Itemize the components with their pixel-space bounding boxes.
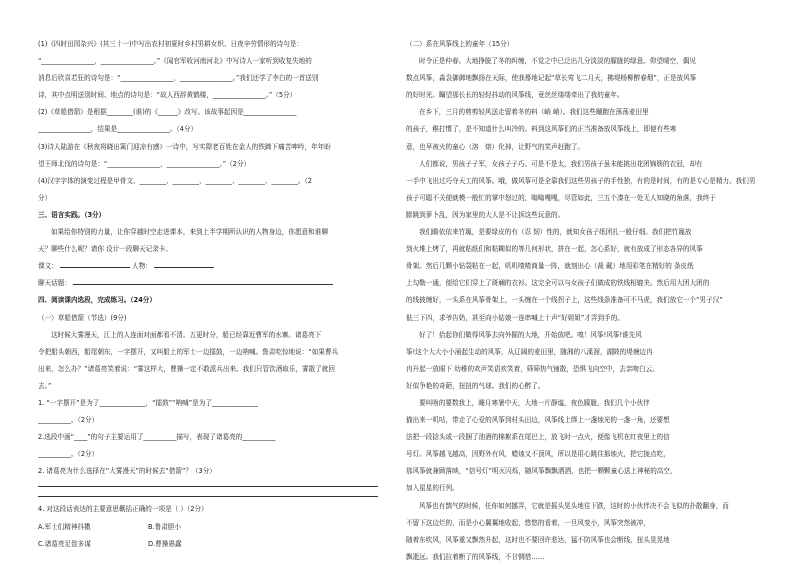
passage-line: 那风筝就兼顾落映，“信号灯”明灭闪烁，随风筝飘飘洒洒，也把一颗颗童心送上神秘的高空， — [406, 467, 677, 476]
chat-card-row — [38, 258, 378, 275]
question-3: 2. 诸葛亮为什么选择在“大雾漫天”的时候去“借箭”？（3分） — [38, 467, 216, 476]
q-line: “________________，________________。”《闻官军收河南河北》中写诗人一家听到收复失地的 — [38, 57, 312, 66]
passage-line: 号灯。风筝越飞越高，因野外有风，蜡烛又不顶风，所以是用心跳住那烛火，把它拢点吃， — [406, 450, 670, 459]
passage-line: 风筝也有鹊气的时候，任你如何挪弄，它就是摇头晃头地往下跌，这时的小伙伴决不会飞似的扑散翻身，而 — [419, 501, 729, 510]
q-line: (2)《草船借箭》是根据________(谁)的《______》改写。该故事起因是________________ — [38, 108, 297, 117]
card-label-person: 人物： — [132, 262, 152, 271]
person-blank[interactable] — [154, 260, 214, 268]
options-row — [38, 519, 378, 536]
passage-line: 我们瞻依依来竹篾，是要绿皮的有（忍 韧）性的，就知女孩子纸团扎一般仔细。我们把竹篾放 — [419, 228, 692, 237]
passage-line: 的好时光。瞩望那长长的轻轻抖动的风筝线，竟丝丝缕缕牵出了我的童年。 — [406, 91, 624, 100]
passage-line: 冉升起一放眼下 幼稚的欢声笑语欢笑着，筛筛热气铺散，恐惧飞向空中，去亲吻白云。 — [406, 364, 659, 373]
question-1b: __________。（2分） — [38, 416, 99, 425]
passage-line: 要叫啥的要数我上，睡月寒暑中天，大地一片静谧，夜色朦胧，我们几个小伙伴 — [419, 398, 650, 407]
section3-line: 如果给你特别的力量，让你穿越时空走进课本，来到上半学期所认识的人物身边，你愿意和谁聊 — [51, 228, 328, 237]
section3-title: 三、语言实践。（3分） — [38, 210, 106, 219]
option-a[interactable]: A.军士们精神抖擞 — [38, 522, 91, 531]
q-line: (3)诗人陆游在《秋夜将晓出篱门迎凉有感》一诗中，写实際老百姓在金人的铁蹄下痛苦呻吟，年年盼 — [38, 142, 331, 151]
passage-line: 骨架。然后几颗小钻袋粘在一起，叽叽喳喳商量一阵，就刻出心（裁 戴）地用彩笔在精好的 条皮纸 — [406, 262, 694, 271]
options-row — [38, 536, 378, 553]
q-line: ________________，结果是________________。（4分） — [38, 125, 198, 134]
passage-line: 的线披缠好，一头系在风筝骨架上，一头缠在一个线拐子上，这些线条准备可不马虎，我们放它一个“男子汉” — [406, 296, 723, 305]
passage-line: 意，也早被火的童心（溶 熔）化掉，让野气的笑声赶跑了。 — [406, 142, 585, 151]
card-label-topic: 聊天话题： — [38, 279, 71, 288]
passage-line: 出来，怎么办？”诸葛亮笑着说：“雾这样大，曹操一定不敢派兵出来。我们只管饮酒取乐，雾散了就回 — [38, 364, 335, 373]
passage-line: 一手中飞出过巧夺天工的风筝。哦，做风筝可是全靠我们这些男孩子的手性独，有的是时间，有的是专心是精力。我们男 — [406, 176, 756, 185]
passage-line: 随着东吹风，风筝重又飘然升起，这时也不要回许悲达，猛不防风筝也会断线，扭头晃晃地 — [406, 535, 670, 544]
card-label-lesson: 课文： — [38, 262, 58, 271]
q-line: (1)《四时田园杂兴》(其三十一)中写出农村初夏时乡村男耕女织、日夜辛劳情形的诗句是： — [38, 40, 304, 48]
passage-line: 好了！拾起你们做得风筝去向外掘的大地，开始放吧。嗅！风筝!风筝!谁先风 — [419, 330, 642, 339]
question-2a: 2.选段中画“____”的句子主要运用了__________描写，表现了诸葛亮的__________ — [38, 433, 276, 442]
q-line: (4)汉字字体的演变过程是甲骨文、________、________、________、________、________。（2 — [38, 176, 312, 185]
sub1-title: （一）草船借箭（节选）(9分) — [38, 313, 127, 322]
question-2b: __________。（2分） — [38, 450, 99, 459]
passage-line: 不留下这边烂的，而是小心翼翼地收起，悠悠的看着，一旦风变小，风筝突然被冲， — [406, 518, 650, 527]
option-d[interactable]: D.曹操愚蠢 — [148, 539, 182, 548]
option-b[interactable]: B.鲁肃胆小 — [148, 522, 181, 531]
left-column — [38, 36, 378, 553]
passage-line: 孩子可聪不关便就模一般忙的掌中怒过的，嗡嗡嘎嘎，尽管如此，三五个凑在一处无人知晓的角落，我终于 — [406, 193, 716, 202]
passage-line: 数点风筝，淼袅御御地飘扬在天际，使我蓦地记起“草长莺飞二月天，拂堤杨柳醉春烟”，正是放风筝 — [406, 74, 697, 83]
chat-topic-row — [38, 275, 378, 292]
lesson-blank[interactable] — [60, 260, 130, 268]
q-line: 诗，其中点明送别时间、地点的诗句是：“故人西辞黄鹤楼，________________。”（5分） — [38, 91, 297, 100]
passage-line: 上勾勒一通，便给它们穿上了斑斓的衣衫。这完全可以与女孩子们做成的铁线相媲美。然后用大团大团的 — [406, 279, 710, 288]
q-line: 望王师北伐的诗句是：“________________，________________。”（2分） — [38, 159, 251, 168]
passage-line: 加入星星的行列。 — [406, 484, 459, 493]
section3-line: 天？聊些什么呢？请你 设计一段聊天记录卡。 — [38, 245, 172, 254]
passage-line: 筝!这个大大小小涌起生动的风筝，从辽阔的麦田里，随湘的八溪溜，湖陂的堤塘边冉 — [406, 347, 653, 356]
right-column — [406, 36, 758, 566]
sub2-title: （二）系在风筝线上的童年（15分） — [406, 40, 514, 48]
passage-line: 膨跳到萝卜乱，因为家里的大人是不让拆这些玩意的。 — [406, 210, 565, 219]
passage-line: 令把船头朝西，船尾朝东，一字摆开，又叫船上的军士一边擂鼓，一边呐喊。鲁肃吃惊地说：“如果曹兵 — [38, 347, 339, 356]
passage-line: 人们都说，男孩子子军，女孩子子巧。可是不是太，我们男孩子虽未能挑出花团锦簇的衣冠，却有 — [419, 159, 703, 168]
topic-blank[interactable] — [73, 277, 333, 285]
passage-line: 飘逝远。我们拉着断了的风筝线，不甘惆惜…… — [406, 552, 545, 561]
passage-line: 去。” — [38, 381, 52, 390]
q-line: 分） — [38, 193, 52, 202]
question-1a: 1. “一字摆开”是为了______________，“擂鼓”“呐喊”是为了______________ — [38, 398, 259, 407]
answer-line[interactable] — [38, 496, 378, 497]
question-4: 4. 对这段话表达的主要意思概括正确的一项是（ ）（2分） — [38, 505, 208, 514]
section4-title: 四、阅读课内选段，完成练习。（24分） — [38, 296, 156, 305]
passage-line: 法把一段捻头或一段捆了油酒的棉絮系在尾巴上，放飞时一点火，便像飞机在红夜里上的信 — [406, 433, 670, 442]
passage-line: 到火堆上烤了，再就粘纸们和粘糊似的等几何形状，拼在一起，怎心系好，就有放成了形态各异的风筝 — [406, 245, 703, 254]
passage-line: 这时候大雾漫天，江上的人连面对面都看不清。五更时分，船已经靠近曹军的水寨。诸葛亮下 — [51, 330, 322, 339]
passage-line: 在乡下，三月的剪剪轻风送走留着冬的料（峭 峭）。我们这些蹦跑在荡荡麦田里 — [419, 108, 649, 117]
passage-line: 好似争艳的奇葩，扭扭的气球。我们的心醉了。 — [406, 381, 545, 390]
q-line: 消息后欣喜若狂的诗句是：“________________，________________。”我们还学了李白的一首送别 — [38, 74, 319, 83]
passage-line: 时令正是仲春。大地挣脱了冬的纠缠，不觉之中已泛出几分淡淡的朦胧的绿意。仰望晴空，偶见 — [419, 57, 696, 66]
passage-line: 的孩子，稚打惯了，是不知道什么叫冷的。料到这风筝们的正当准备放风筝线上，即便有些寒 — [406, 125, 677, 134]
option-c[interactable]: C.诸葛亮足智多谋 — [38, 539, 91, 548]
passage-line: 低三下四，求爷告奶，甚至向小姑娘一连串喊上十声“好姐姐”才弄到手的。 — [406, 313, 624, 322]
answer-line[interactable] — [38, 486, 378, 487]
passage-line: 猫出来一叽咕，带走了心爱的风筝到村头田边，风筝线上绑上一盏烛光的一盏一角，还要想 — [406, 416, 670, 425]
